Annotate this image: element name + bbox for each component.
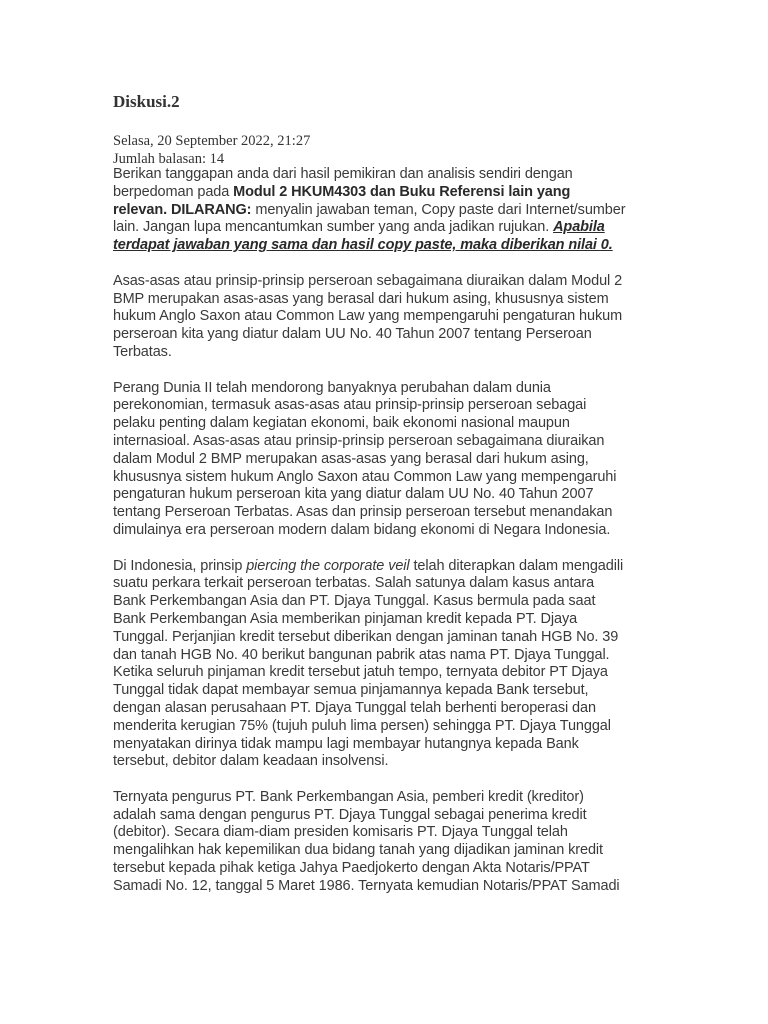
- text-line: menyalin jawaban teman, Copy paste dari Internet/sumber: [251, 201, 626, 218]
- post-meta: [113, 132, 310, 168]
- text-line: Bank Perkembangan Asia dan PT. Djaya Tunggal. Kasus bermula pada saat: [113, 593, 596, 610]
- text-line: Perang Dunia II telah mendorong banyaknya perubahan dalam dunia: [113, 379, 551, 396]
- text-line: dengan alasan perusahaan PT. Djaya Tunggal telah berhenti beroperasi dan: [113, 699, 596, 716]
- text-line: telah diterapkan dalam mengadili: [409, 557, 624, 574]
- warning-text: terdapat jawaban yang sama dan hasil copy paste, maka diberikan nilai 0.: [113, 237, 613, 254]
- text-line: tersebut, debitor dalam keadaan insolvensi.: [113, 753, 389, 770]
- text-line: Ternyata pengurus PT. Bank Perkembangan Asia, pemberi kredit (kreditor): [113, 788, 584, 805]
- text-line: khususnya sistem hukum Anglo Saxon atau Common Law yang mempengaruhi: [113, 468, 617, 485]
- text-line: internasioal. Asas-asas atau prinsip-prinsip perseroan sebagaimana diuraikan: [113, 432, 605, 449]
- text-line: adalah sama dengan pengurus PT. Djaya Tunggal sebagai penerima kredit: [113, 806, 587, 823]
- text-line: Samadi No. 12, tanggal 5 Maret 1986. Ternyata kemudian Notaris/PPAT Samadi: [113, 877, 620, 894]
- paragraph-3: [113, 558, 658, 772]
- text-line: dan tanah HGB No. 40 berikut bangunan pabrik atas nama PT. Djaya Tunggal.: [113, 646, 610, 663]
- text-line: tentang Perseroan Terbatas. Asas dan prinsip perseroan tersebut menandakan: [113, 504, 613, 521]
- italic-term: piercing the corporate veil: [246, 557, 410, 574]
- text-line: hukum Anglo Saxon atau Common Law yang mempengaruhi pengaturan hukum: [113, 308, 623, 325]
- text-line: dimulainya era perseroan modern dalam bidang ekonomi di Negara Indonesia.: [113, 521, 611, 538]
- text-line: (debitor). Secara diam-diam presiden komisaris PT. Djaya Tunggal telah: [113, 824, 568, 841]
- post-body: [113, 166, 658, 913]
- text-line: Tunggal. Perjanjian kredit tersebut diberikan dengan jaminan tanah HGB No. 39: [113, 628, 619, 645]
- text-line: berpedoman pada: [113, 183, 234, 200]
- text-line: menderita kerugian 75% (tujuh puluh lima persen) sehingga PT. Djaya Tunggal: [113, 717, 611, 734]
- bold-reference: relevan. DILARANG:: [113, 201, 252, 218]
- text-line: BMP merupakan asas-asas yang berasal dari hukum asing, khususnya sistem: [113, 290, 609, 307]
- page-title: Diskusi.2: [113, 92, 180, 111]
- post-date: Selasa, 20 September 2022, 21:27: [113, 133, 311, 149]
- reply-count: Jumlah balasan: 14: [113, 151, 225, 167]
- text-line: perseroan kita yang diatur dalam UU No. 40 Tahun 2007 tentang Perseroan: [113, 326, 592, 343]
- paragraph-2: [113, 380, 658, 540]
- text-line: Tunggal tidak dapat membayar semua pinjamannya kepada Bank tersebut,: [113, 682, 589, 699]
- text-line: Ketika seluruh pinjaman kredit tersebut jatuh tempo, ternyata debitor PT Djaya: [113, 664, 608, 681]
- warning-text: Apabila: [553, 219, 605, 236]
- bold-reference: Modul 2 HKUM4303 dan Buku Referensi lain yang: [233, 183, 571, 200]
- text-line: dalam Modul 2 BMP merupakan asas-asas yang berasal dari hukum asing,: [113, 450, 589, 467]
- text-line: menyatakan dirinya tidak mampu lagi membayar hutangnya kepada Bank: [113, 735, 579, 752]
- instructions-paragraph: [113, 166, 658, 255]
- text-line: Berikan tanggapan anda dari hasil pemikiran dan analisis sendiri dengan: [113, 166, 573, 182]
- text-line: Terbatas.: [113, 343, 172, 360]
- text-line: suatu perkara terkait perseroan terbatas. Salah satunya dalam kasus antara: [113, 575, 595, 592]
- text-line: Di Indonesia, prinsip: [113, 557, 247, 574]
- text-line: lain. Jangan lupa mencantumkan sumber yang anda jadikan rujukan.: [113, 219, 554, 236]
- paragraph-4: [113, 789, 658, 896]
- text-line: Bank Perkembangan Asia memberikan pinjaman kredit kepada PT. Djaya: [113, 610, 578, 627]
- text-line: tersebut kepada pihak ketiga Jahya Paedjokerto dengan Akta Notaris/PPAT: [113, 860, 590, 877]
- text-line: mengalihkan hak kepemilikan dua bidang tanah yang dijadikan jaminan kredit: [113, 842, 603, 859]
- paragraph-1: [113, 273, 658, 362]
- text-line: pengaturan hukum perseroan kita yang diatur dalam UU No. 40 Tahun 2007: [113, 486, 594, 503]
- text-line: perekonomian, termasuk asas-asas atau prinsip-prinsip perseroan sebagai: [113, 397, 587, 414]
- text-line: Asas-asas atau prinsip-prinsip perseroan sebagaimana diuraikan dalam Modul 2: [113, 272, 623, 289]
- text-line: pelaku penting dalam kegiatan ekonomi, baik ekonomi nasional maupun: [113, 415, 570, 432]
